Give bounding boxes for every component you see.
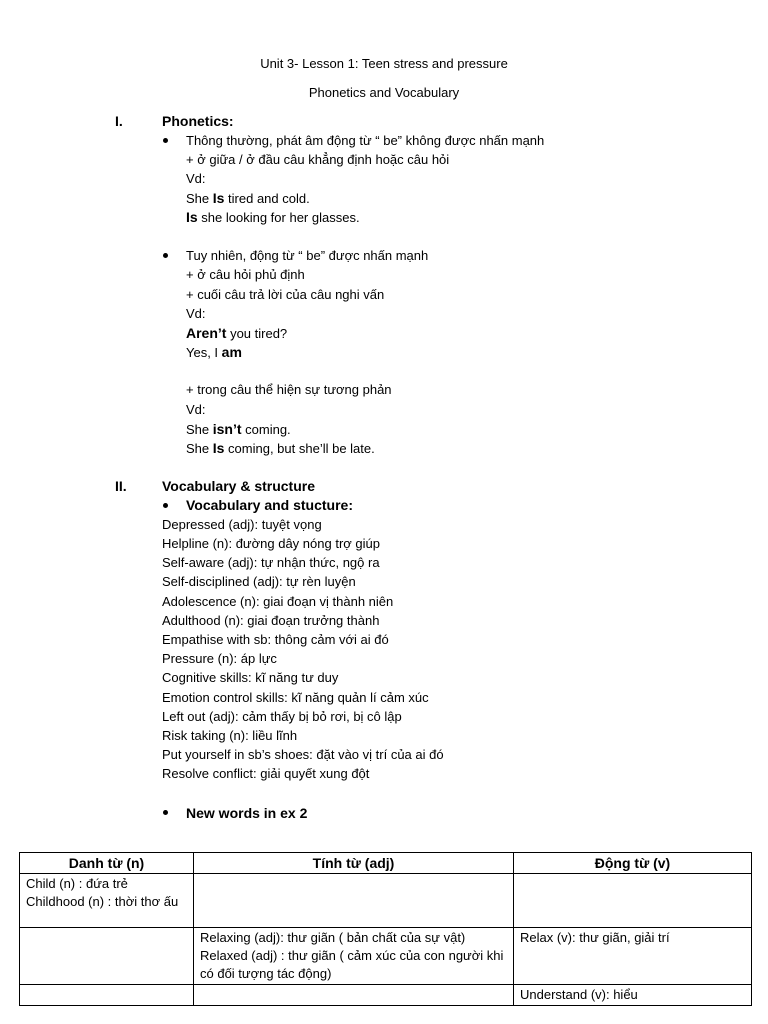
section1-number: I. bbox=[115, 113, 123, 129]
vocab-item: Empathise with sb: thông cảm với ai đó bbox=[162, 632, 389, 647]
table-cell: Relax (v): thư giãn, giải trí bbox=[514, 928, 752, 985]
vocab-item: Self-disciplined (adj): tự rèn luyện bbox=[162, 574, 356, 589]
vocab-item: Self-aware (adj): tự nhận thức, ngộ ra bbox=[162, 555, 380, 570]
table-cell: Child (n) : đứa trẻ Childhood (n) : thời thơ ấu bbox=[20, 874, 194, 928]
vocab-item: Adolescence (n): giai đoạn vị thành niên bbox=[162, 594, 394, 609]
vocab-item: Risk taking (n): liều lĩnh bbox=[162, 728, 298, 743]
vocab-item: Left out (adj): cảm thấy bị bỏ rơi, bị cô lập bbox=[162, 709, 402, 724]
vocab-item: Emotion control skills: kĩ năng quản lí cảm xúc bbox=[162, 690, 429, 705]
table-cell bbox=[194, 874, 514, 928]
example-label: Vd: bbox=[186, 402, 206, 417]
phonetic-rule-2-note: + ở câu hỏi phủ định bbox=[186, 267, 305, 282]
column-header-noun: Danh từ (n) bbox=[20, 853, 194, 874]
example-sentence: Aren’t you tired? bbox=[186, 325, 288, 341]
table-cell: Relaxing (adj): thư giãn ( bản chất của sự vật) Relaxed (adj) : thư giãn ( cảm xúc của con người khi có đối tượng tác động) bbox=[194, 928, 514, 985]
vocab-subheading: Vocabulary and stucture: bbox=[186, 497, 354, 513]
example-sentence: Yes, I am bbox=[186, 344, 242, 360]
table-cell bbox=[20, 928, 194, 985]
phonetic-rule-2-note: + trong câu thể hiện sự tương phản bbox=[186, 382, 392, 397]
table-row bbox=[20, 874, 752, 928]
table-cell bbox=[514, 874, 752, 928]
table-cell bbox=[20, 985, 194, 1006]
phonetic-rule-1: Thông thường, phát âm động từ “ be” không được nhấn mạnh bbox=[186, 133, 545, 148]
section2-heading: Vocabulary & structure bbox=[162, 478, 316, 494]
column-header-adjective: Tính từ (adj) bbox=[194, 853, 514, 874]
table-cell: Understand (v): hiểu bbox=[514, 985, 752, 1006]
table-row bbox=[20, 928, 752, 985]
new-words-subheading: New words in ex 2 bbox=[186, 805, 308, 821]
table-header-row bbox=[20, 853, 752, 874]
example-label: Vd: bbox=[186, 171, 206, 186]
phonetic-rule-1-note: + ở giữa / ở đầu câu khẳng định hoặc câu hỏi bbox=[186, 152, 450, 167]
example-sentence: Is she looking for her glasses. bbox=[186, 209, 360, 225]
vocab-item: Depressed (adj): tuyệt vọng bbox=[162, 517, 322, 532]
example-label: Vd: bbox=[186, 306, 206, 321]
document-subtitle: Phonetics and Vocabulary bbox=[308, 85, 460, 100]
table-row bbox=[20, 985, 752, 1006]
document-title: Unit 3- Lesson 1: Teen stress and pressure bbox=[260, 56, 508, 71]
example-sentence: She isn’t coming. bbox=[186, 421, 291, 437]
vocab-item: Helpline (n): đường dây nóng trợ giúp bbox=[162, 536, 380, 551]
table-cell bbox=[194, 985, 514, 1006]
column-header-verb: Động từ (v) bbox=[514, 853, 752, 874]
word-forms-table bbox=[19, 852, 752, 1006]
section2-number: II. bbox=[115, 478, 127, 494]
vocab-item: Put yourself in sb’s shoes: đặt vào vị trí của ai đó bbox=[162, 747, 444, 762]
phonetic-rule-2-note: + cuối câu trả lời của câu nghi vấn bbox=[186, 287, 385, 302]
example-sentence: She Is coming, but she’ll be late. bbox=[186, 440, 375, 456]
vocab-item: Cognitive skills: kĩ năng tư duy bbox=[162, 670, 339, 685]
section1-heading: Phonetics: bbox=[162, 113, 234, 129]
vocab-item: Pressure (n): áp lực bbox=[162, 651, 277, 666]
vocab-item: Resolve conflict: giải quyết xung đột bbox=[162, 766, 370, 781]
phonetic-rule-2: Tuy nhiên, động từ “ be” được nhấn mạnh bbox=[186, 248, 429, 263]
vocab-item: Adulthood (n): giai đoạn trưởng thành bbox=[162, 613, 380, 628]
example-sentence: She Is tired and cold. bbox=[186, 190, 310, 206]
